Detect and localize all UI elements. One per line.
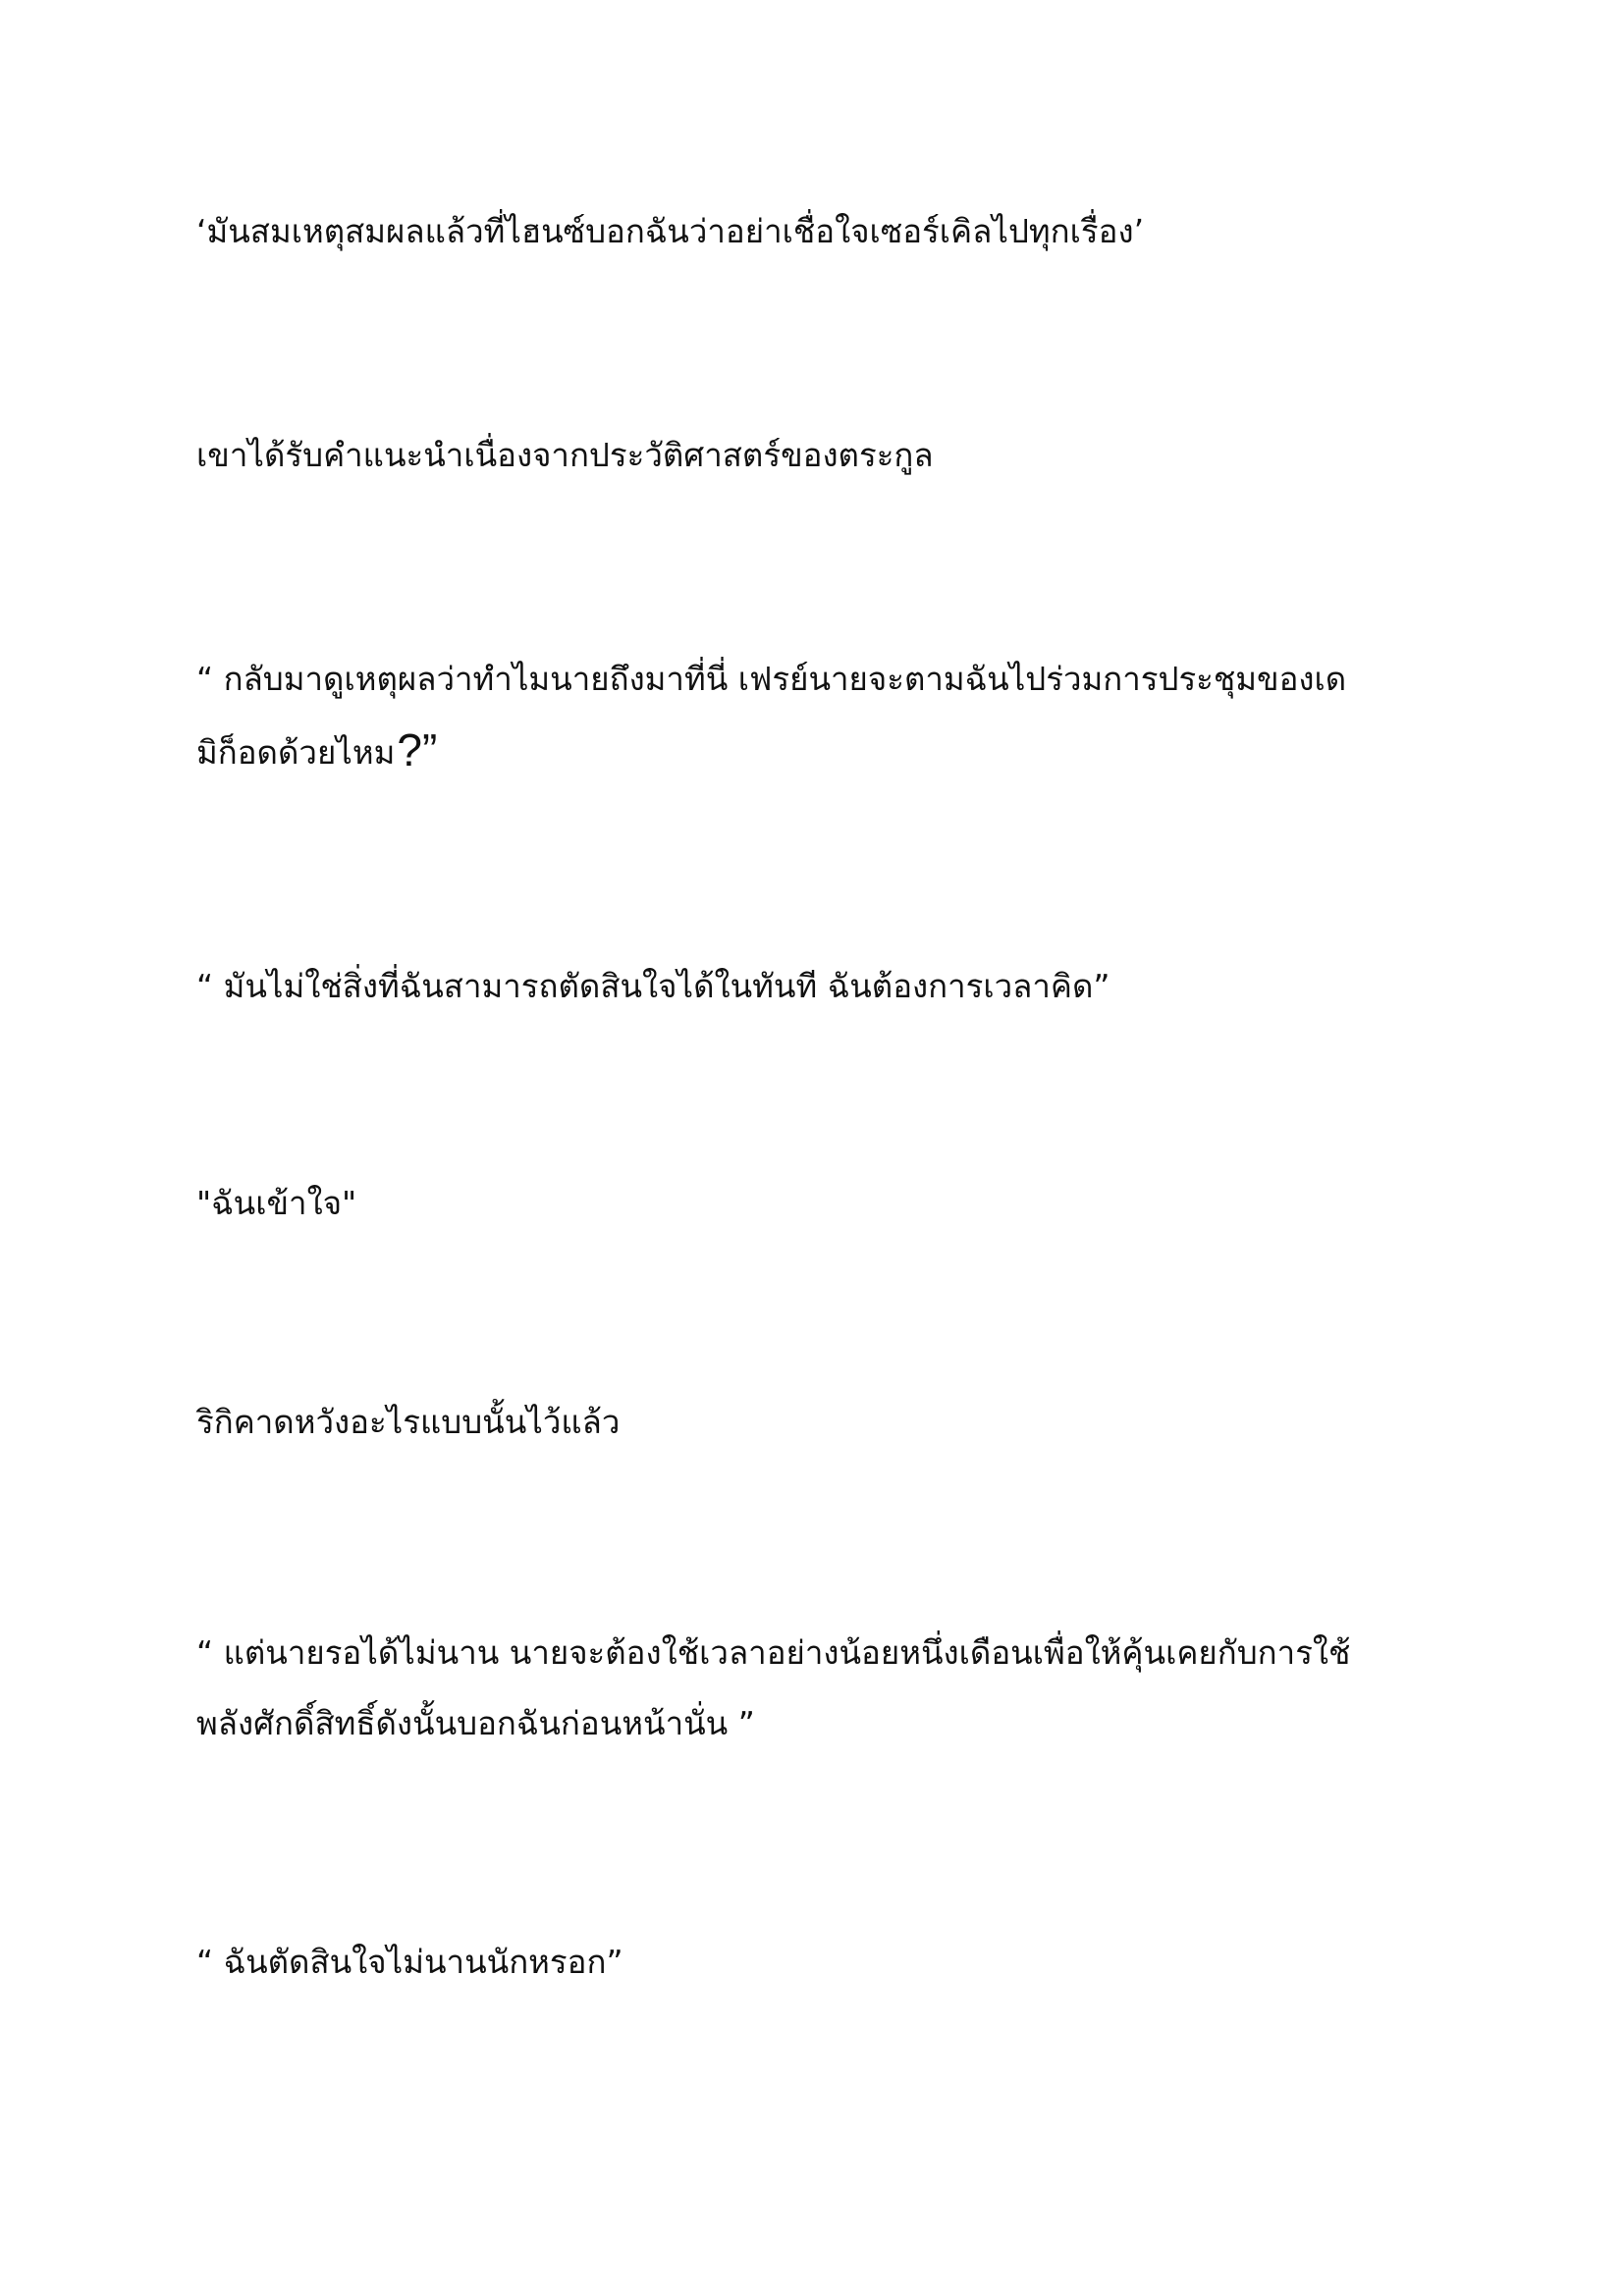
paragraph-6 <box>196 1387 1453 1458</box>
paragraph-7 <box>196 1618 1453 1759</box>
paragraph-7-line-2: พลังศักดิ์สิทธิ์ดังนั้นบอกฉันก่อนหน้านั่น ” <box>196 1704 755 1742</box>
paragraph-4 <box>196 951 1453 1022</box>
paragraph-2-text: เขาได้รับคำแนะนำเนื่องจากประวัติศาสตร์ของตระกูล <box>196 436 934 474</box>
paragraph-4-text: “ มันไม่ใช่สิ่งที่ฉันสามารถตัดสินใจได้ในทันที ฉันต้องการเวลาคิด” <box>196 967 1110 1005</box>
paragraph-1-text: ‘มันสมเหตุสมผลแล้วที่ไฮนซ์บอกฉันว่าอย่าเชื่อใจเซอร์เคิลไปทุกเรื่อง’ <box>196 212 1145 250</box>
paragraph-7-line-1: “ แต่นายรอได้ไม่นาน นายจะต้องใช้เวลาอย่างน้อยหนึ่งเดือนเพื่อให้คุ้นเคยกับการใช้ <box>196 1633 1351 1672</box>
paragraph-6-text: ริกิคาดหวังอะไรแบบนั้นไว้แล้ว <box>196 1403 621 1441</box>
paragraph-3-closing-quote: ?” <box>397 724 438 775</box>
paragraph-3-line-1: “ กลับมาดูเหตุผลว่าทำไมนายถึงมาที่นี่ เฟรย์นายจะตามฉันไปร่วมการประชุมของเด <box>196 660 1347 698</box>
paragraph-8-text: “ ฉันตัดสินใจไม่นานนักหรอก” <box>196 1943 623 1981</box>
paragraph-5 <box>196 1168 1453 1239</box>
paragraph-2 <box>196 420 1453 491</box>
paragraph-3 <box>196 644 1453 788</box>
paragraph-3-line-2-text: มิก็อดด้วยไหม <box>196 733 396 772</box>
paragraph-1 <box>196 196 1453 267</box>
paragraph-5-text: "ฉันเข้าใจ" <box>196 1184 357 1222</box>
paragraph-8 <box>196 1927 1453 1998</box>
paragraph-3-line-2 <box>196 715 1453 788</box>
